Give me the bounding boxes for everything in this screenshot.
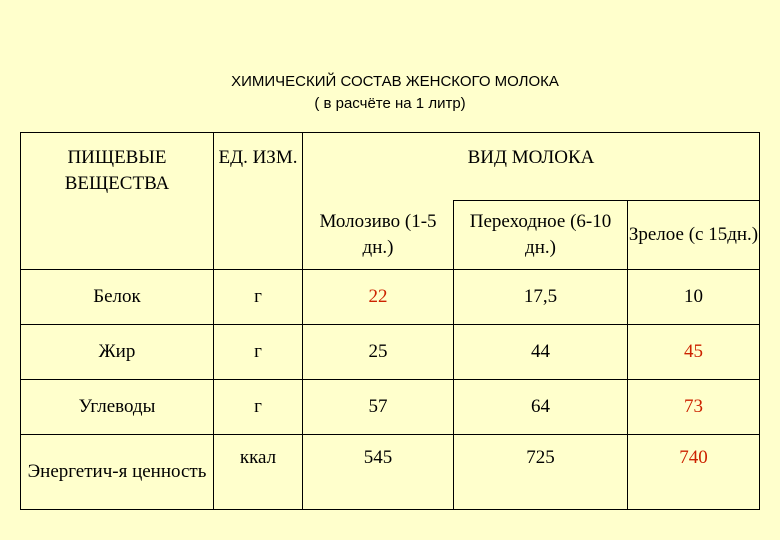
row-name: Углеводы [21, 380, 214, 435]
milk-composition-table [20, 132, 760, 510]
row-unit: г [214, 325, 303, 380]
page-subtitle: ( в расчёте на 1 литр) [314, 95, 466, 112]
header-milk-type: ВИД МОЛОКА [303, 133, 760, 201]
cell-transitional: 725 [454, 435, 628, 510]
cell-mature: 740 [628, 435, 760, 510]
cell-mature: 73 [628, 380, 760, 435]
header-transitional: Переходное (6-10 дн.) [454, 201, 628, 270]
table-row [21, 380, 760, 435]
table-row [21, 325, 760, 380]
cell-colostrum: 57 [303, 380, 454, 435]
cell-mature: 10 [628, 270, 760, 325]
table-row [21, 270, 760, 325]
row-name: Белок [21, 270, 214, 325]
cell-mature: 45 [628, 325, 760, 380]
row-unit: г [214, 380, 303, 435]
cell-transitional: 17,5 [454, 270, 628, 325]
cell-colostrum: 545 [303, 435, 454, 510]
cell-colostrum: 25 [303, 325, 454, 380]
cell-transitional: 64 [454, 380, 628, 435]
cell-colostrum: 22 [303, 270, 454, 325]
row-name: Энергетич-я ценность [21, 435, 214, 510]
row-unit: ккал [214, 435, 303, 510]
page-title: ХИМИЧЕСКИЙ СОСТАВ ЖЕНСКОГО МОЛОКА [231, 73, 559, 90]
header-colostrum: Молозиво (1-5 дн.) [303, 201, 454, 270]
row-unit: г [214, 270, 303, 325]
row-name: Жир [21, 325, 214, 380]
header-unit: ЕД. ИЗМ. [214, 133, 303, 270]
header-nutrients: ПИЩЕВЫЕ ВЕЩЕСТВА [21, 133, 214, 270]
header-mature: Зрелое (с 15дн.) [628, 201, 760, 270]
table-header-row [21, 133, 760, 201]
cell-transitional: 44 [454, 325, 628, 380]
table-row [21, 435, 760, 510]
